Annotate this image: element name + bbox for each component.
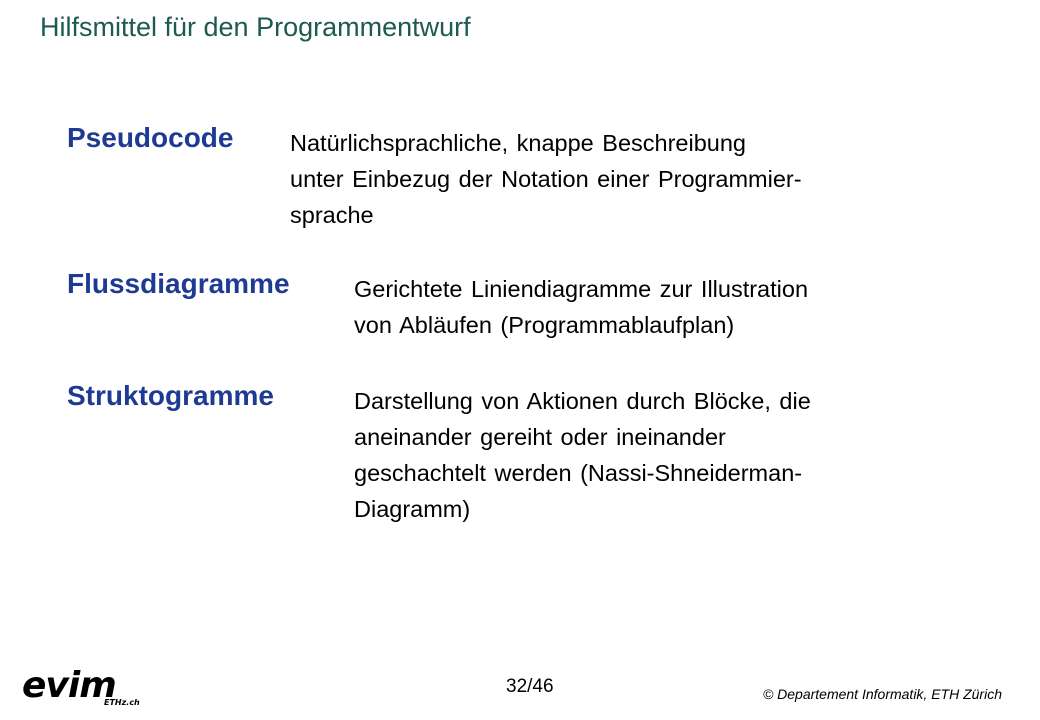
term-pseudocode: Pseudocode [67, 122, 234, 153]
description-line: Darstellung von Aktionen durch Blöcke, die [354, 388, 811, 414]
slide-title: Hilfsmittel für den Programmentwurf [40, 12, 471, 42]
description-pseudocode [290, 125, 802, 233]
description-line: Gerichtete Liniendiagramme zur Illustration [354, 276, 809, 302]
term-flussdiagramme: Flussdiagramme [67, 268, 290, 299]
description-struktogramme [354, 383, 811, 527]
description-flussdiagramme [354, 271, 808, 343]
description-line: sprache [290, 202, 374, 228]
logo-wordmark: evim [22, 665, 116, 706]
page-number: 32/46 [506, 676, 554, 697]
term-struktogramme: Struktogramme [67, 380, 274, 411]
description-line: aneinander gereiht oder ineinander [354, 424, 726, 450]
copyright-notice: © Departement Informatik, ETH Zürich [762, 686, 1002, 702]
logo-subtext: ETHz.ch [104, 698, 140, 707]
evim-logo [22, 665, 152, 712]
description-line: Diagramm) [354, 496, 471, 522]
description-line: von Abläufen (Programmablaufplan) [354, 312, 735, 338]
description-line: unter Einbezug der Notation einer Programmier- [290, 166, 802, 192]
description-line: Natürlichsprachliche, knappe Beschreibung [290, 130, 746, 156]
description-line: geschachtelt werden (Nassi-Shneiderman- [354, 460, 803, 486]
